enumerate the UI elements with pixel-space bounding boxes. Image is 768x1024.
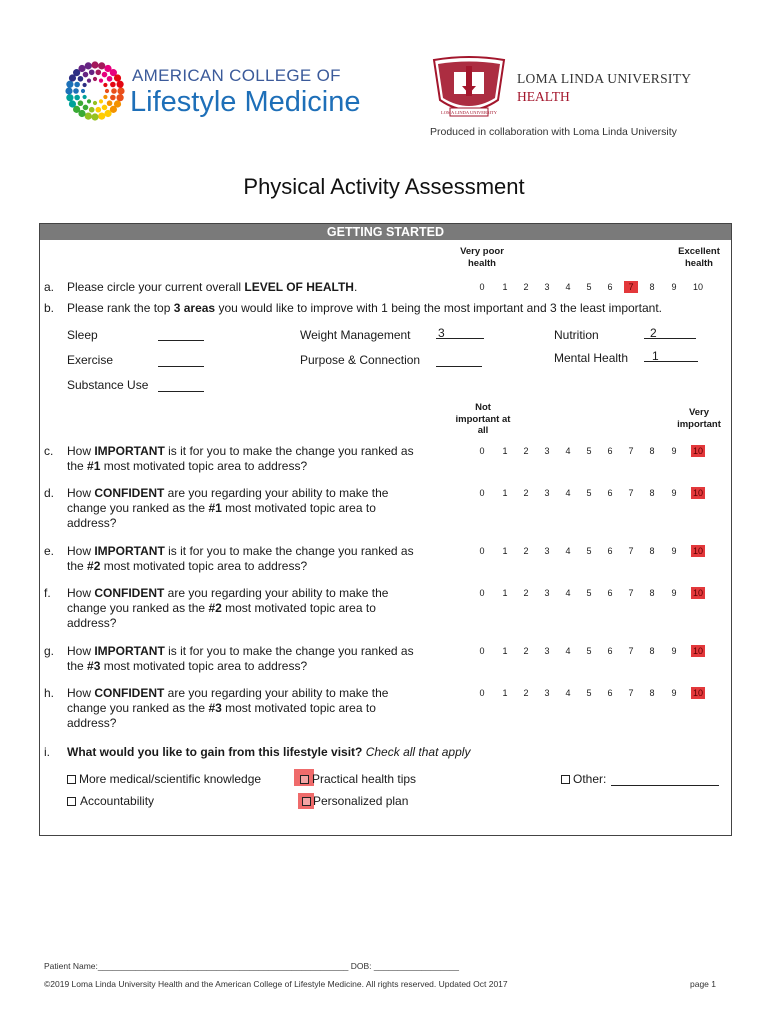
- question-h-option-6[interactable]: 6: [607, 688, 613, 698]
- question-d-option-0[interactable]: 0: [479, 488, 485, 498]
- question-e-text: How IMPORTANT is it for you to make the change you ranked as the #2 most motivated topic area to address?: [67, 544, 414, 573]
- logo-dot: [104, 110, 111, 117]
- logo-dot: [83, 105, 89, 111]
- logo-dot: [66, 81, 73, 88]
- logo-dot: [78, 65, 85, 72]
- health-scale-option-4[interactable]: 4: [565, 282, 571, 292]
- health-scale-option-8[interactable]: 8: [649, 282, 655, 292]
- question-c-letter: c.: [44, 444, 54, 458]
- question-e-option-9[interactable]: 9: [671, 546, 677, 556]
- logo-dot: [87, 99, 91, 103]
- question-c-option-8[interactable]: 8: [649, 446, 655, 456]
- question-f-option-9[interactable]: 9: [671, 588, 677, 598]
- section-header: GETTING STARTED: [40, 224, 731, 240]
- page-title: Physical Activity Assessment: [243, 174, 525, 199]
- question-d-letter: d.: [44, 486, 55, 500]
- area-substance-rank[interactable]: [158, 379, 204, 392]
- question-h-text: How CONFIDENT are you regarding your ability to make the change you ranked as the #3 most motivated topic area to address?: [67, 686, 389, 730]
- question-a-letter: a.: [44, 280, 55, 294]
- question-d-option-8[interactable]: 8: [649, 488, 655, 498]
- logo-dot: [110, 95, 116, 101]
- question-e-option-10[interactable]: 10: [692, 546, 703, 556]
- logo-dot: [102, 105, 108, 111]
- question-b-text: Please rank the top 3 areas you would like to improve with 1 being the most important and 3 the least important.: [67, 301, 663, 315]
- logo-dot: [98, 113, 105, 120]
- logo-dot: [78, 76, 84, 82]
- logo-dot: [107, 100, 113, 106]
- question-c-text: How IMPORTANT is it for you to make the change you ranked as the #1 most motivated topic area to address?: [67, 444, 414, 473]
- question-g-text: How IMPORTANT is it for you to make the change you ranked as the #3 most motivated topic area to address?: [67, 644, 414, 673]
- question-d-option-5[interactable]: 5: [586, 488, 592, 498]
- logo-dot: [93, 77, 97, 81]
- option-personalized-checkbox[interactable]: [302, 797, 311, 806]
- copyright-text: ©2019 Loma Linda University Health and the American College of Lifestyle Medicine. All rights reserved. Updated Oct 2017: [44, 979, 508, 989]
- logo-dot: [91, 113, 98, 120]
- option-practical-label: Practical health tips: [312, 772, 417, 786]
- health-scale-option-9[interactable]: 9: [671, 282, 677, 292]
- question-f-option-10[interactable]: 10: [692, 588, 703, 598]
- logo-dot: [66, 94, 73, 101]
- question-h-option-8[interactable]: 8: [649, 688, 655, 698]
- scale-label-excellent: Excellent health: [678, 246, 720, 269]
- question-e-option-7[interactable]: 7: [628, 546, 634, 556]
- area-exercise-rank[interactable]: [158, 354, 204, 367]
- llu-name-line2: HEALTH: [517, 89, 570, 104]
- question-d-option-2[interactable]: 2: [523, 488, 529, 498]
- logo-dot: [114, 74, 121, 81]
- area-substance-label: Substance Use: [67, 378, 149, 392]
- question-d-option-9[interactable]: 9: [671, 488, 677, 498]
- scale-label-very-important: Very important: [677, 407, 721, 430]
- logo-dot: [81, 89, 85, 93]
- question-g-option-5[interactable]: 5: [586, 646, 592, 656]
- question-g-option-1[interactable]: 1: [502, 646, 508, 656]
- option-accountability-checkbox[interactable]: [67, 797, 76, 806]
- logo-dot: [74, 82, 80, 88]
- question-h-option-3[interactable]: 3: [544, 688, 550, 698]
- option-other-label: Other:: [573, 772, 607, 786]
- question-h-option-2[interactable]: 2: [523, 688, 529, 698]
- question-f-option-4[interactable]: 4: [565, 588, 571, 598]
- area-nutrition-label: Nutrition: [554, 328, 599, 342]
- question-e-option-5[interactable]: 5: [586, 546, 592, 556]
- question-e-option-3[interactable]: 3: [544, 546, 550, 556]
- scale-label-not-important: Not important at all: [455, 402, 511, 436]
- logo-dot: [111, 88, 117, 94]
- acolm-name-line1: AMERICAN COLLEGE OF: [132, 66, 341, 85]
- question-h-option-9[interactable]: 9: [671, 688, 677, 698]
- question-d-option-6[interactable]: 6: [607, 488, 613, 498]
- option-practical-checkbox[interactable]: [300, 775, 309, 784]
- area-sleep-label: Sleep: [67, 328, 98, 342]
- health-scale-option-3[interactable]: 3: [544, 282, 550, 292]
- question-c-option-10[interactable]: 10: [692, 446, 703, 456]
- question-g-option-8[interactable]: 8: [649, 646, 655, 656]
- question-h-option-4[interactable]: 4: [565, 688, 571, 698]
- question-f-option-5[interactable]: 5: [586, 588, 592, 598]
- question-g-option-3[interactable]: 3: [544, 646, 550, 656]
- question-f-option-8[interactable]: 8: [649, 588, 655, 598]
- option-other-checkbox[interactable]: [561, 775, 570, 784]
- question-g-option-4[interactable]: 4: [565, 646, 571, 656]
- question-e-option-6[interactable]: 6: [607, 546, 613, 556]
- logo-dot: [103, 95, 107, 99]
- logo-dot: [73, 88, 79, 94]
- question-e-letter: e.: [44, 544, 55, 558]
- question-h-option-1[interactable]: 1: [502, 688, 508, 698]
- question-f-option-2[interactable]: 2: [523, 588, 529, 598]
- health-scale-option-2[interactable]: 2: [523, 282, 529, 292]
- question-g-option-9[interactable]: 9: [671, 646, 677, 656]
- area-purpose-label: Purpose & Connection: [300, 353, 421, 367]
- question-f-option-7[interactable]: 7: [628, 588, 634, 598]
- question-g-option-0[interactable]: 0: [479, 646, 485, 656]
- logo-dot: [83, 72, 89, 78]
- health-scale-option-6[interactable]: 6: [607, 282, 613, 292]
- question-e-option-8[interactable]: 8: [649, 546, 655, 556]
- logo-dot: [103, 83, 107, 87]
- question-h-option-7[interactable]: 7: [628, 688, 634, 698]
- logo-dot: [87, 79, 91, 83]
- question-h-letter: h.: [44, 686, 55, 700]
- option-medical-label: More medical/scientific knowledge: [79, 772, 262, 786]
- question-g-option-6[interactable]: 6: [607, 646, 613, 656]
- question-c-option-3[interactable]: 3: [544, 446, 550, 456]
- question-c-option-1[interactable]: 1: [502, 446, 508, 456]
- page-number: page 1: [690, 979, 716, 989]
- area-nutrition-rank[interactable]: 2: [644, 326, 696, 339]
- question-e-option-0[interactable]: 0: [479, 546, 485, 556]
- question-b-letter: b.: [44, 301, 55, 315]
- question-e-option-4[interactable]: 4: [565, 546, 571, 556]
- question-f-option-1[interactable]: 1: [502, 588, 508, 598]
- logo-dot: [91, 61, 98, 68]
- logo-dot: [85, 62, 92, 69]
- logo-dot: [117, 81, 124, 88]
- area-weight-rank[interactable]: 3: [436, 326, 484, 339]
- area-purpose-rank[interactable]: [436, 354, 482, 367]
- logo-dot: [107, 76, 113, 82]
- logo-dot: [69, 100, 76, 107]
- question-c-option-4[interactable]: 4: [565, 446, 571, 456]
- logo-dot: [93, 101, 97, 105]
- question-f-text: How CONFIDENT are you regarding your ability to make the change you ranked as the #2 most motivated topic area to address?: [67, 586, 389, 630]
- logo-dot: [74, 95, 80, 101]
- health-scale-option-1[interactable]: 1: [502, 282, 508, 292]
- health-scale-option-0[interactable]: 0: [479, 282, 485, 292]
- logo-dot: [95, 107, 101, 113]
- logo-dot: [99, 79, 103, 83]
- logo-dot: [110, 82, 116, 88]
- logo-dot: [83, 95, 87, 99]
- question-f-option-3[interactable]: 3: [544, 588, 550, 598]
- patient-info-line: Patient Name:_____________________________________________________ DOB: __________________: [44, 961, 460, 971]
- question-g-letter: g.: [44, 644, 55, 658]
- question-h-option-10[interactable]: 10: [692, 688, 703, 698]
- health-scale-option-7[interactable]: 7: [624, 281, 638, 293]
- question-i-text: What would you like to gain from this lifestyle visit? Check all that apply: [67, 745, 471, 759]
- question-i-letter: i.: [44, 745, 50, 759]
- option-medical-checkbox[interactable]: [67, 775, 76, 784]
- question-e-option-2[interactable]: 2: [523, 546, 529, 556]
- question-c-option-9[interactable]: 9: [671, 446, 677, 456]
- question-f-letter: f.: [44, 586, 51, 600]
- collaboration-note: Produced in collaboration with Loma Linda University: [430, 126, 677, 138]
- area-mental-label: Mental Health: [554, 351, 629, 365]
- logo-dot: [89, 107, 95, 113]
- area-exercise-label: Exercise: [67, 353, 114, 367]
- logo-dot: [117, 94, 124, 101]
- question-c-option-7[interactable]: 7: [628, 446, 634, 456]
- llu-name-line1: LOMA LINDA UNIVERSITY: [517, 71, 692, 86]
- svg-text:LOMA LINDA UNIVERSITY: LOMA LINDA UNIVERSITY: [441, 110, 497, 115]
- logo-dot: [105, 89, 109, 93]
- area-mental-rank[interactable]: 1: [644, 349, 698, 362]
- area-sleep-rank[interactable]: [158, 328, 204, 341]
- health-scale-option-10[interactable]: 10: [692, 282, 703, 292]
- option-other-field[interactable]: [611, 773, 719, 786]
- question-h-option-5[interactable]: 5: [586, 688, 592, 698]
- logo-dot: [85, 113, 92, 120]
- health-scale-option-5[interactable]: 5: [586, 282, 592, 292]
- question-d-option-7[interactable]: 7: [628, 488, 634, 498]
- logo-dot: [99, 99, 103, 103]
- question-d-option-1[interactable]: 1: [502, 488, 508, 498]
- acolm-name-line2: Lifestyle Medicine: [130, 86, 361, 118]
- logo-dot: [98, 62, 105, 69]
- question-c-option-5[interactable]: 5: [586, 446, 592, 456]
- question-g-option-7[interactable]: 7: [628, 646, 634, 656]
- logo-dot: [65, 87, 72, 94]
- option-personalized-label: Personalized plan: [313, 794, 409, 808]
- question-d-option-3[interactable]: 3: [544, 488, 550, 498]
- logo-dot: [117, 87, 124, 94]
- scale-label-poor: Very poor health: [460, 246, 504, 269]
- logo-dot: [89, 69, 95, 75]
- logo-dot: [78, 100, 84, 106]
- llu-seal-icon: [428, 56, 510, 122]
- question-f-option-0[interactable]: 0: [479, 588, 485, 598]
- logo-dot: [95, 69, 101, 75]
- question-c-option-6[interactable]: 6: [607, 446, 613, 456]
- question-g-option-2[interactable]: 2: [523, 646, 529, 656]
- question-g-option-10[interactable]: 10: [692, 646, 703, 656]
- question-c-option-0[interactable]: 0: [479, 446, 485, 456]
- question-f-option-6[interactable]: 6: [607, 588, 613, 598]
- acolm-logo-icon: [64, 60, 126, 122]
- question-d-text: How CONFIDENT are you regarding your ability to make the change you ranked as the #1 most motivated topic area to address?: [67, 486, 389, 530]
- option-accountability-label: Accountability: [80, 794, 155, 808]
- question-d-option-4[interactable]: 4: [565, 488, 571, 498]
- question-a-text: Please circle your current overall LEVEL OF HEALTH.: [67, 280, 358, 294]
- logo-dot: [83, 83, 87, 87]
- question-d-option-10[interactable]: 10: [692, 488, 703, 498]
- question-e-option-1[interactable]: 1: [502, 546, 508, 556]
- logo-dot: [102, 72, 108, 78]
- area-weight-label: Weight Management: [300, 328, 411, 342]
- question-h-option-0[interactable]: 0: [479, 688, 485, 698]
- question-c-option-2[interactable]: 2: [523, 446, 529, 456]
